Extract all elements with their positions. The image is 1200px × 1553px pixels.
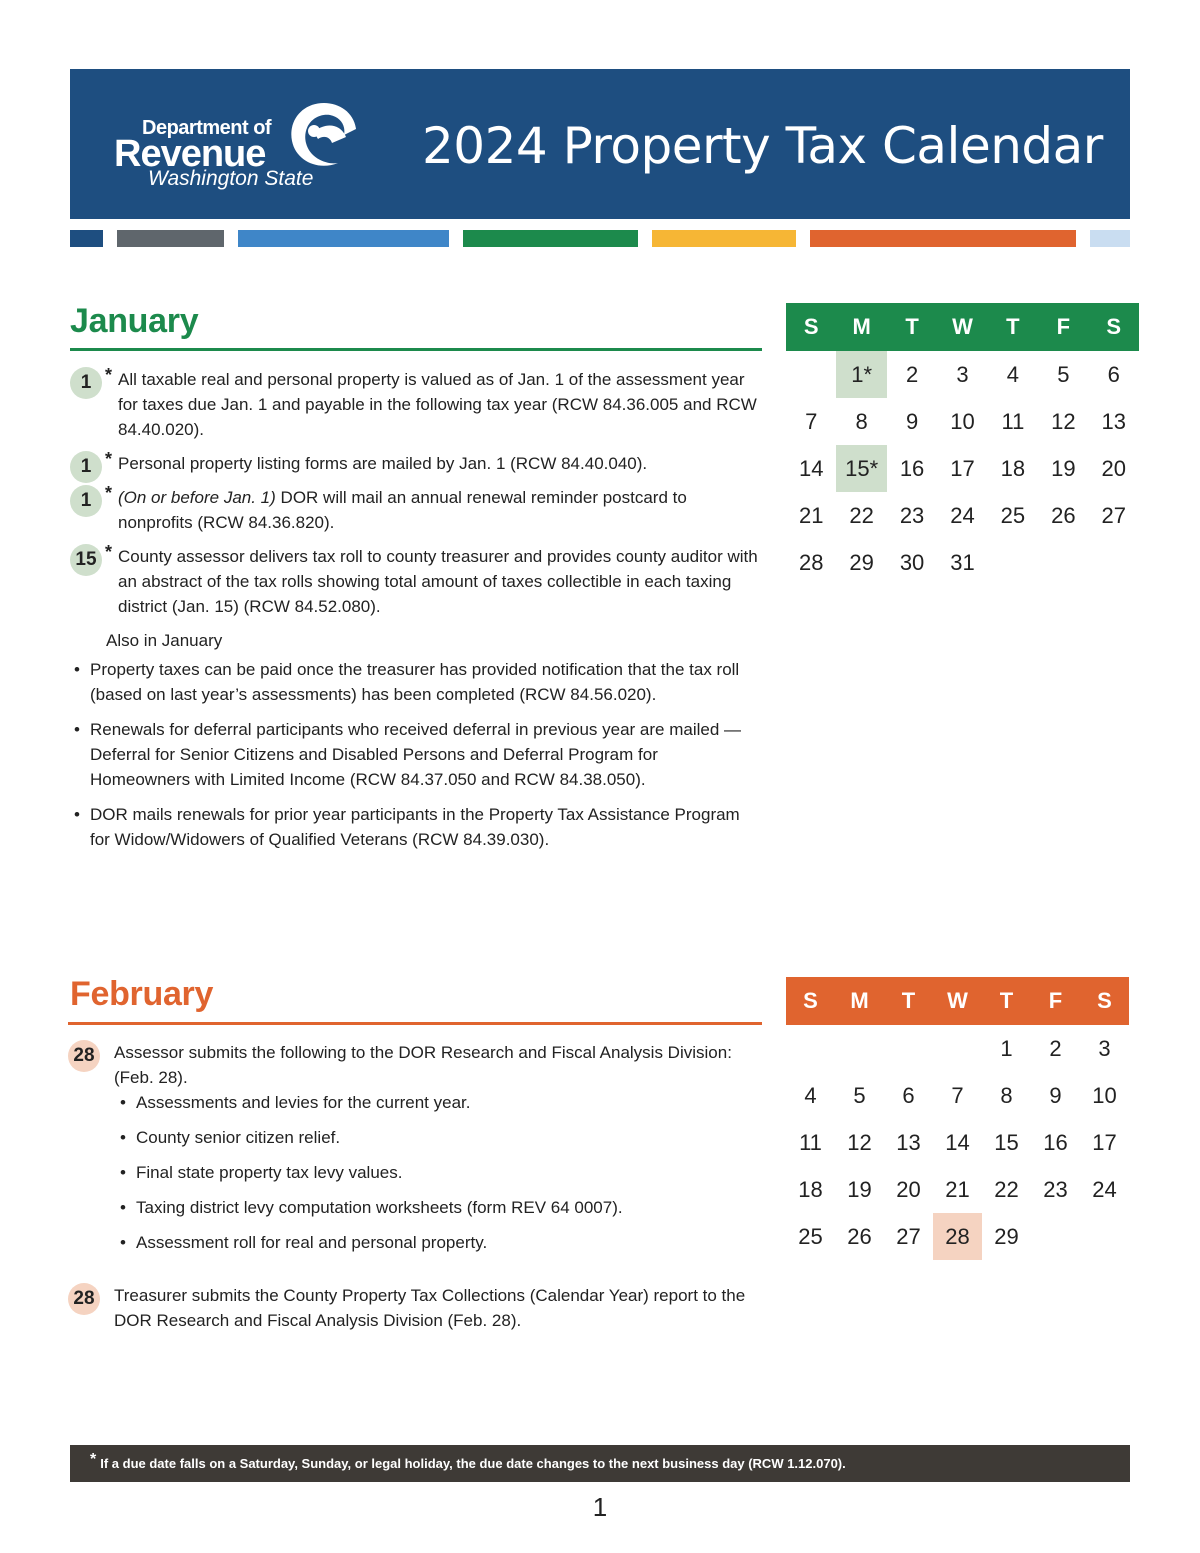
calendar-day: 27 bbox=[1101, 502, 1127, 528]
february-event-1 bbox=[68, 1040, 758, 1255]
weekday-label: M bbox=[852, 314, 871, 339]
footnote-text: If a due date falls on a Saturday, Sunday, or legal holiday, the due date changes to the next business day (RCW 1.12.070). bbox=[100, 1456, 846, 1471]
header-banner bbox=[70, 69, 1130, 219]
logo-line-1: Department of bbox=[142, 117, 272, 139]
calendar-day: 19 bbox=[847, 1176, 872, 1202]
list-item: • DOR mails renewals for prior year participants in the Property Tax Assistance Program for Widow/Widowers of Qualified Veterans (RCW 84.39.030). bbox=[70, 802, 760, 852]
calendar-day: 16 bbox=[1043, 1129, 1068, 1155]
asterisk: * bbox=[105, 449, 113, 469]
list-item: • Renewals for deferral participants who received deferral in previous year are mailed — Deferral for Senior Citizens and Disabled Persons and Deferral Program for Homeowners with Limited Income (RCW 84.37.050 and RCW 84.38.050). bbox=[70, 717, 760, 792]
calendar-empty-cell bbox=[786, 1025, 835, 1072]
calendar-day: 13 bbox=[1101, 408, 1127, 434]
dor-logo bbox=[114, 97, 374, 197]
calendar-day: 29 bbox=[849, 549, 874, 575]
event-day-badge: 28 bbox=[68, 1040, 100, 1072]
calendar-day: 6 bbox=[1107, 361, 1120, 387]
calendar-day: 9 bbox=[905, 408, 919, 434]
calendar-day: 22 bbox=[994, 1176, 1019, 1202]
list-item: • Assessments and levies for the current year. bbox=[116, 1090, 758, 1115]
calendar-day: 28 bbox=[933, 1213, 982, 1260]
calendar-empty-cell bbox=[835, 1025, 884, 1072]
event-text: Treasurer submits the County Property Tax Collections (Calendar Year) report to the DOR Research and Fiscal Analysis Division (Feb. 28). bbox=[114, 1286, 746, 1330]
weekday-label: F bbox=[1056, 314, 1071, 339]
calendar-day: 31 bbox=[950, 549, 975, 575]
calendar-day: 2 bbox=[905, 361, 919, 387]
also-in-january-heading: Also in January bbox=[106, 631, 223, 650]
weekday-label: M bbox=[850, 988, 869, 1013]
list-item: • Final state property tax levy values. bbox=[116, 1160, 758, 1185]
calendar-day: 7 bbox=[951, 1082, 964, 1108]
event-day-badge: 28 bbox=[68, 1283, 100, 1315]
calendar-day: 4 bbox=[804, 1082, 817, 1108]
calendar-day: 3 bbox=[1098, 1035, 1111, 1061]
calendar-day: 9 bbox=[1049, 1082, 1062, 1108]
event-text: Assessor submits the following to the DOR Research and Fiscal Analysis Division: (Feb. 28). bbox=[114, 1043, 732, 1087]
calendar-day: 21 bbox=[798, 502, 824, 528]
stripe-gray bbox=[117, 230, 224, 247]
event-text: DOR will mail an annual renewal reminder postcard to nonprofits (RCW 84.36.820). bbox=[118, 488, 687, 532]
calendar-empty-cell bbox=[1031, 1213, 1080, 1260]
calendar-day: 18 bbox=[798, 1176, 823, 1202]
weekday-label: S bbox=[803, 988, 818, 1013]
calendar-day: 20 bbox=[1101, 455, 1127, 481]
calendar-day: 14 bbox=[798, 455, 824, 481]
also-in-january-list bbox=[70, 657, 760, 852]
stripe-orange bbox=[810, 230, 1076, 247]
january-rule bbox=[70, 348, 762, 351]
calendar-empty-cell bbox=[988, 539, 1038, 586]
calendar-day: 29 bbox=[994, 1223, 1019, 1249]
event-text: Personal property listing forms are mailed by Jan. 1 (RCW 84.40.040). bbox=[118, 454, 648, 473]
logo-line-2: Revenue bbox=[114, 133, 266, 175]
event-text: All taxable real and personal property is valued as of Jan. 1 of the assessment year for taxes due Jan. 1 and payable in the following tax year (RCW 84.36.005 and RCW 84.40.020). bbox=[118, 370, 757, 439]
asterisk: * bbox=[105, 365, 113, 385]
calendar-empty-cell bbox=[786, 351, 836, 398]
calendar-day: 12 bbox=[847, 1129, 872, 1155]
calendar-day: 17 bbox=[950, 455, 975, 481]
weekday-label: F bbox=[1048, 988, 1063, 1013]
weekday-label: T bbox=[905, 314, 919, 339]
event-italic-text: (On or before Jan. 1) bbox=[118, 488, 276, 507]
calendar-empty-cell bbox=[1038, 539, 1088, 586]
calendar-day: 18 bbox=[1000, 455, 1026, 481]
list-item: • Property taxes can be paid once the treasurer has provided notification that the tax roll (based on last year’s assessments) has been completed (RCW 84.56.020). bbox=[70, 657, 760, 707]
calendar-day: 26 bbox=[847, 1223, 872, 1249]
weekday-label: T bbox=[901, 988, 916, 1013]
event-day-badge: 1 bbox=[70, 451, 102, 483]
calendar-day: 20 bbox=[896, 1176, 921, 1202]
calendar-day: 11 bbox=[1001, 408, 1025, 434]
list-item: • Taxing district levy computation worksheets (form REV 64 0007). bbox=[116, 1195, 758, 1220]
calendar-day: 11 bbox=[799, 1129, 822, 1155]
dor-swirl-icon bbox=[284, 97, 364, 177]
asterisk: * bbox=[105, 483, 113, 503]
weekday-label: W bbox=[947, 988, 968, 1013]
calendar-day: 25 bbox=[798, 1223, 823, 1249]
calendar-day: 15* bbox=[836, 445, 886, 492]
february-weekday-header bbox=[786, 977, 1129, 1025]
january-event-2 bbox=[70, 451, 760, 476]
calendar-empty-cell bbox=[884, 1025, 933, 1072]
calendar-day: 12 bbox=[1051, 408, 1076, 434]
january-weekday-header bbox=[786, 303, 1139, 351]
calendar-day: 14 bbox=[945, 1129, 970, 1155]
calendar-day: 21 bbox=[945, 1176, 970, 1202]
february-title: February bbox=[70, 975, 214, 1013]
february-day-grid bbox=[786, 1025, 1129, 1260]
page-number: 1 bbox=[592, 1492, 608, 1522]
weekday-label: T bbox=[1006, 314, 1020, 339]
january-event-4 bbox=[70, 544, 760, 619]
weekday-label: W bbox=[952, 314, 973, 339]
calendar-day: 23 bbox=[899, 502, 925, 528]
calendar-empty-cell bbox=[1089, 539, 1139, 586]
february-events bbox=[68, 1040, 758, 1342]
calendar-day: 28 bbox=[798, 549, 824, 575]
calendar-day: 2 bbox=[1049, 1035, 1062, 1061]
calendar-empty-cell bbox=[1080, 1213, 1129, 1260]
list-item: • Assessment roll for real and personal property. bbox=[116, 1230, 758, 1255]
calendar-day: 19 bbox=[1051, 455, 1076, 481]
asterisk: * bbox=[105, 542, 113, 562]
calendar-day: 22 bbox=[849, 502, 874, 528]
page-title: 2024 Property Tax Calendar bbox=[422, 117, 1103, 175]
calendar-day: 17 bbox=[1092, 1129, 1117, 1155]
calendar-day: 5 bbox=[1057, 361, 1070, 387]
calendar-day: 1 bbox=[1000, 1035, 1013, 1061]
event-day-badge: 15 bbox=[70, 544, 102, 576]
list-item: • County senior citizen relief. bbox=[116, 1125, 758, 1150]
stripe-light-blue bbox=[1090, 230, 1130, 247]
calendar-day: 27 bbox=[896, 1223, 921, 1249]
calendar-day: 23 bbox=[1043, 1176, 1068, 1202]
calendar-day: 10 bbox=[1092, 1082, 1117, 1108]
logo-line-3: Washington State bbox=[148, 167, 314, 190]
calendar-day: 4 bbox=[1006, 361, 1020, 387]
footnote-bar bbox=[70, 1445, 1130, 1482]
calendar-day: 25 bbox=[1000, 502, 1026, 528]
stripe-blue bbox=[238, 230, 449, 247]
calendar-day: 8 bbox=[855, 408, 868, 434]
calendar-day: 24 bbox=[1092, 1176, 1117, 1202]
stripe-green bbox=[463, 230, 638, 247]
january-calendar bbox=[786, 303, 1139, 586]
january-event-1 bbox=[70, 367, 760, 442]
weekday-label: T bbox=[999, 988, 1014, 1013]
february-calendar bbox=[786, 977, 1129, 1260]
calendar-day: 10 bbox=[950, 408, 975, 434]
weekday-label: S bbox=[1106, 314, 1122, 339]
january-title: January bbox=[70, 302, 199, 340]
stripe-yellow bbox=[652, 230, 796, 247]
calendar-day: 1* bbox=[836, 351, 886, 398]
event-day-badge: 1 bbox=[70, 367, 102, 399]
weekday-label: S bbox=[1097, 988, 1112, 1013]
weekday-label: S bbox=[803, 314, 819, 339]
event-day-badge: 1 bbox=[70, 485, 102, 517]
calendar-day: 15 bbox=[994, 1129, 1019, 1155]
calendar-day: 30 bbox=[899, 549, 925, 575]
event-text: County assessor delivers tax roll to county treasurer and provides county auditor with an abstract of the tax rolls showing total amount of taxes collectible in each taxing district (Jan. 15) (RCW 84.52.080). bbox=[118, 547, 758, 616]
stripe-navy bbox=[70, 230, 103, 247]
january-events bbox=[70, 367, 760, 862]
calendar-day: 5 bbox=[853, 1082, 866, 1108]
january-event-3 bbox=[70, 485, 760, 535]
footnote-asterisk: * bbox=[90, 1450, 97, 1468]
calendar-day: 8 bbox=[1000, 1082, 1013, 1108]
january-day-grid bbox=[786, 351, 1139, 586]
calendar-empty-cell bbox=[933, 1025, 982, 1072]
calendar-day: 26 bbox=[1051, 502, 1076, 528]
calendar-day: 6 bbox=[902, 1082, 915, 1108]
calendar-day: 16 bbox=[899, 455, 925, 481]
calendar-day: 3 bbox=[956, 361, 969, 387]
calendar-day: 24 bbox=[950, 502, 975, 528]
february-event-2 bbox=[68, 1283, 758, 1333]
calendar-day: 7 bbox=[805, 408, 818, 434]
february-rule bbox=[68, 1022, 762, 1025]
calendar-day: 13 bbox=[896, 1129, 921, 1155]
february-submission-list bbox=[116, 1090, 758, 1255]
